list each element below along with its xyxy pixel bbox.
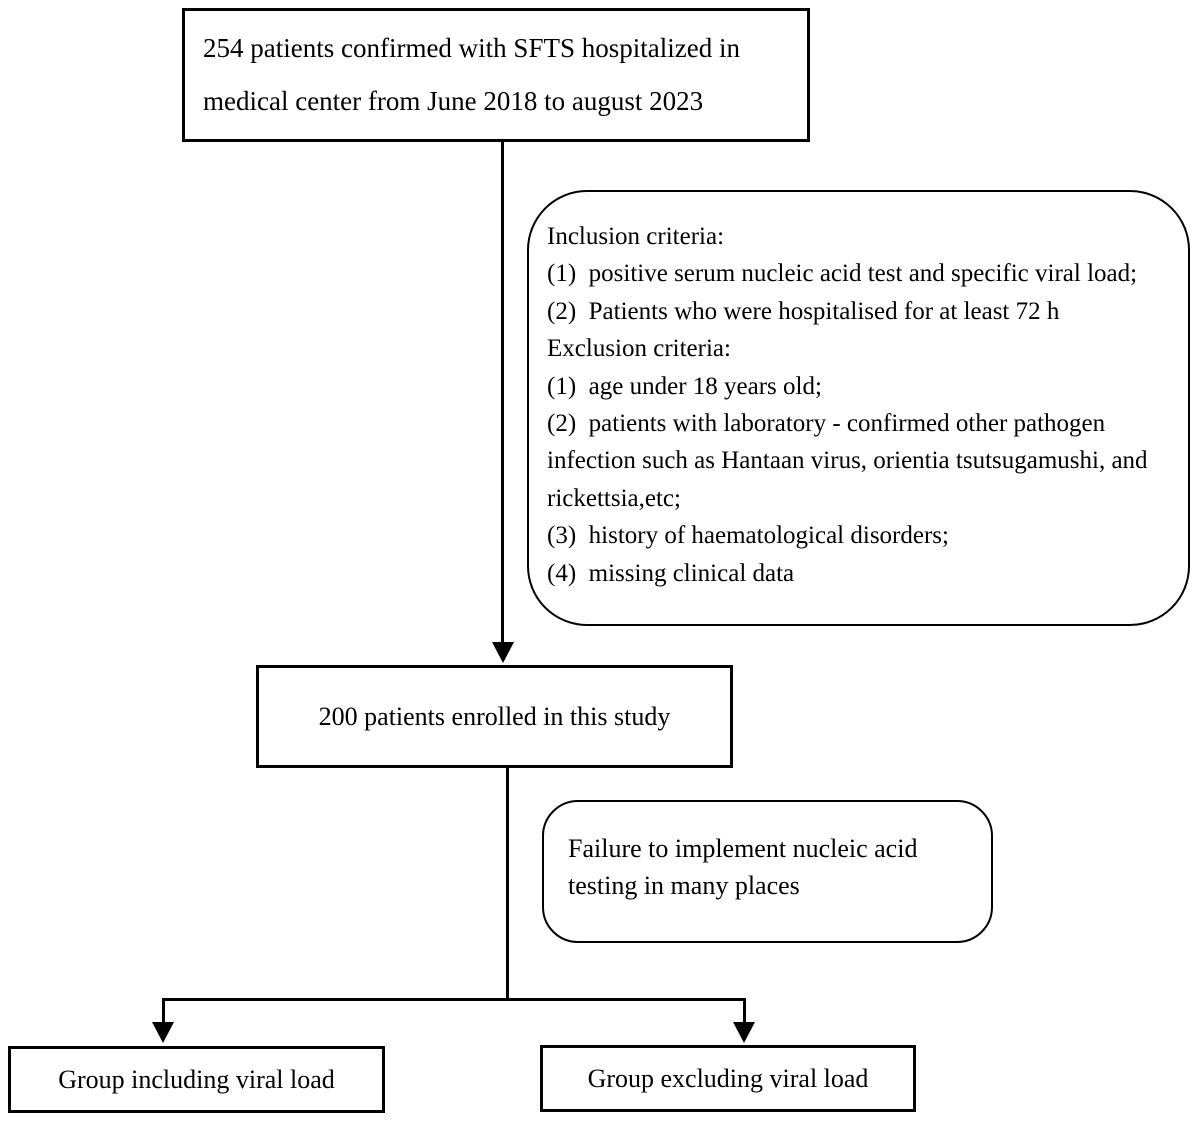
connector-enrolled-stem <box>506 768 509 1000</box>
criteria-line-inclusion-1: (1) positive serum nucleic acid test and specific viral load; <box>547 260 1138 288</box>
confirmed-patients-line-1: 254 patients confirmed with SFTS hospitalized in <box>203 33 740 63</box>
arrowhead-down-icon <box>733 1022 755 1043</box>
arrowhead-down-icon <box>492 642 514 663</box>
group-excluding-label: Group excluding viral load <box>587 1063 869 1093</box>
criteria-line-exclusion-header: Exclusion criteria: <box>547 335 731 363</box>
node-enrolled-patients <box>256 665 733 768</box>
arrowhead-down-icon <box>152 1022 174 1043</box>
criteria-line-exclusion-2: (2) patients with laboratory - confirmed other pathogen <box>547 410 1106 438</box>
criteria-line-exclusion-4: (4) missing clinical data <box>547 559 795 587</box>
group-including-label: Group including viral load <box>58 1064 335 1094</box>
connector-branch-horizontal <box>162 998 746 1001</box>
node-failure-note <box>542 800 993 943</box>
criteria-line-exclusion-2-cont-2: rickettsia,etc; <box>547 484 681 512</box>
connector-drop-left <box>162 998 165 1025</box>
enrolled-patients-label: 200 patients enrolled in this study <box>318 701 671 731</box>
node-group-excluding-viral-load <box>540 1045 916 1112</box>
criteria-line-exclusion-3: (3) history of haematological disorders; <box>547 522 949 550</box>
failure-note-line-1: Failure to implement nucleic acid <box>568 834 918 863</box>
failure-note-line-2: testing in many places <box>568 871 800 900</box>
criteria-line-exclusion-2-cont-1: infection such as Hantaan virus, orientia tsutsugamushi, and <box>547 447 1148 475</box>
criteria-line-exclusion-1: (1) age under 18 years old; <box>547 372 822 400</box>
confirmed-patients-line-2: medical center from June 2018 to august 2023 <box>203 86 704 116</box>
node-inclusion-exclusion-criteria <box>527 190 1190 626</box>
connector-confirmed-to-enrolled <box>501 142 504 644</box>
criteria-line-inclusion-2: (2) Patients who were hospitalised for at least 72 h <box>547 297 1060 325</box>
node-group-including-viral-load <box>8 1046 385 1113</box>
connector-drop-right <box>743 998 746 1025</box>
node-confirmed-patients <box>182 8 810 142</box>
criteria-line-inclusion-header: Inclusion criteria: <box>547 223 725 250</box>
